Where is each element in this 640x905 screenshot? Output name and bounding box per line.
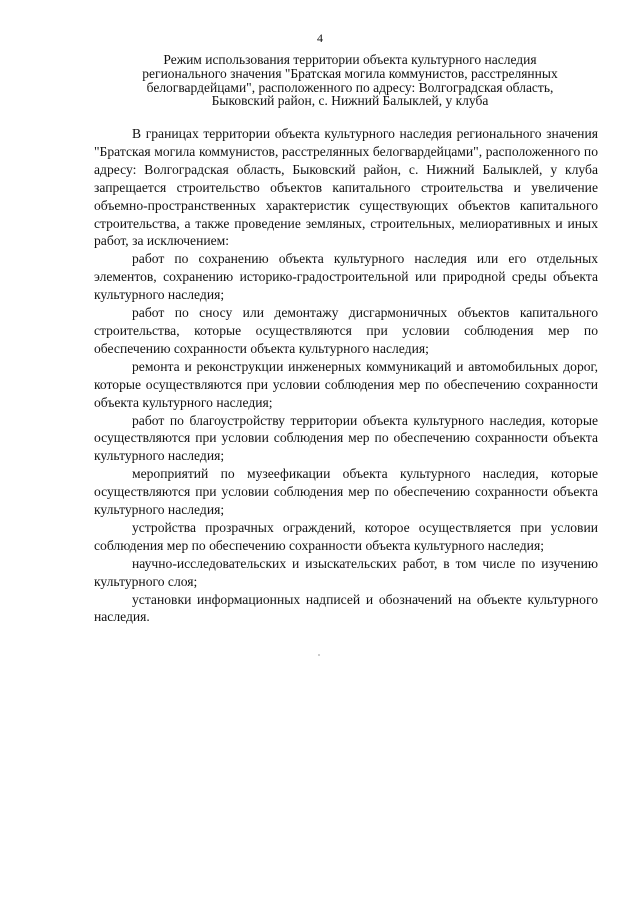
exception-item: работ по сносу или демонтажу дисгармоничных объектов капитального строительства, которые осуществляются при условии соблюдения мер по обеспечению сохранности объекта культурного наследия; (94, 305, 598, 356)
document-title (100, 53, 600, 108)
exception-item: установки информационных надписей и обозначений на объекте культурного наследия. (94, 591, 598, 625)
scan-speck (318, 654, 320, 656)
exception-item: работ по благоустройству территории объекта культурного наследия, которые осуществляются при условии соблюдения мер по обеспечению сохранности объекта культурного наследия; (94, 412, 598, 464)
exception-item: устройства прозрачных ограждений, которое осуществляется при условии соблюдения мер по обеспечению сохранности объекта культурного наследия; (94, 519, 598, 553)
exception-item: ремонта и реконструкции инженерных коммуникаций и автомобильных дорог, которые осуществляются при условии соблюдения мер по обеспечению сохранности объекта культурного наследия; (94, 358, 598, 410)
exception-item: мероприятий по музеефикации объекта культурного наследия, которые осуществляются при условии соблюдения мер по обеспечению сохранности объекта культурного наследия; (94, 466, 598, 518)
page-number: 4 (317, 31, 323, 45)
exception-item: научно-исследовательских и изыскательских работ, в том числе по изучению культурного слоя; (94, 555, 598, 589)
exception-item: работ по сохранению объекта культурного наследия или его отдельных элементов, сохранению историко-градостроительной или природной среды объекта культурного наследия; (94, 251, 598, 303)
document-body (94, 125, 598, 626)
intro-paragraph: В границах территории объекта культурного наследия регионального значения "Братская могила коммунистов, расстрелянных белогвардейцами", расположенного по адресу: Волгоградская область, Быковский район, с. Нижний Балыклей, у клуба запрещается строительство объектов капитального строительства и увеличение объемно-пространственных характеристик существующих объектов капитального строительства, а также проведение земляных, строительных, мелиоративных и иных работ, за исключением: (94, 126, 598, 249)
title-line: Быковский район, с. Нижний Балыклей, у клуба (211, 93, 489, 109)
title-line: Режим использования территории объекта культурного наследия (163, 52, 537, 67)
title-line: регионального значения "Братская могила коммунистов, расстрелянных (142, 65, 558, 81)
title-line: белогвардейцами", расположенного по адресу: Волгоградская область, (146, 79, 554, 95)
